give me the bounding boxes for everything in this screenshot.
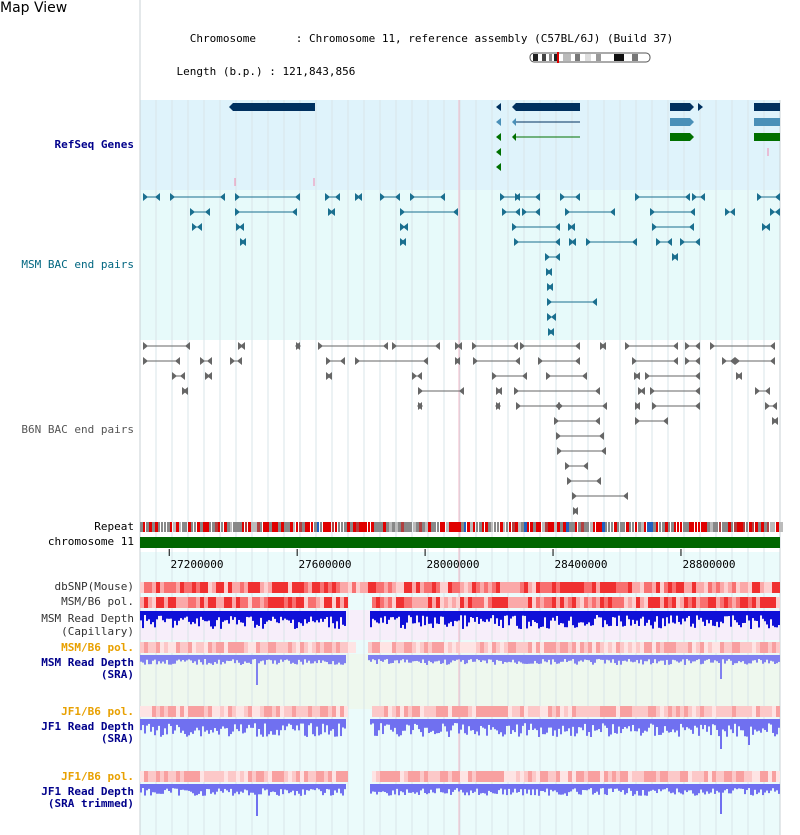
tick-label-28400000: 28400000	[554, 558, 608, 571]
label-msm-pol2: MSM/B6 pol.	[61, 641, 134, 654]
label-msm-cap-1: MSM Read Depth	[41, 612, 134, 625]
label-jf1-sra-1: JF1 Read Depth	[41, 720, 134, 733]
page-title: Map View	[0, 0, 68, 16]
header-row-chromosome: Chromosome : Chromosome 11, reference assembly (C57BL/6J) (Build 37)	[189, 32, 674, 45]
chromosome-bar[interactable]	[140, 537, 780, 548]
label-jf1-pol: JF1/B6 pol.	[61, 705, 134, 718]
repeat-track[interactable]	[140, 522, 783, 532]
label-jf1-sra-2: (SRA)	[100, 732, 134, 745]
tick-label-28800000: 28800000	[682, 558, 736, 571]
label-msm-sra-1: MSM Read Depth	[41, 656, 134, 669]
label-jf1-pol2: JF1/B6 pol.	[61, 770, 134, 783]
label-b6n-bac: B6N BAC end pairs	[21, 423, 134, 436]
tick-label-27600000: 27600000	[298, 558, 352, 571]
label-jf1-tr-1: JF1 Read Depth	[41, 785, 134, 798]
label-msm-cap-2: (Capillary)	[61, 625, 134, 638]
chromosome-ideogram[interactable]	[530, 52, 650, 63]
label-msm-pol: MSM/B6 pol.	[61, 595, 134, 608]
label-jf1-tr-2: (SRA trimmed)	[47, 797, 134, 810]
label-refseq: RefSeq Genes	[54, 138, 134, 151]
label-msm-bac: MSM BAC end pairs	[21, 258, 134, 271]
label-msm-sra-2: (SRA)	[100, 668, 134, 681]
label-dbsnp: dbSNP(Mouse)	[54, 580, 134, 593]
label-chromosome: chromosome 11	[47, 535, 134, 548]
tick-label-28000000: 28000000	[426, 558, 480, 571]
tick-label-27200000: 27200000	[170, 558, 224, 571]
header-row-length: Length (b.p.) : 121,843,856	[176, 65, 356, 78]
label-repeat: Repeat	[94, 520, 134, 533]
